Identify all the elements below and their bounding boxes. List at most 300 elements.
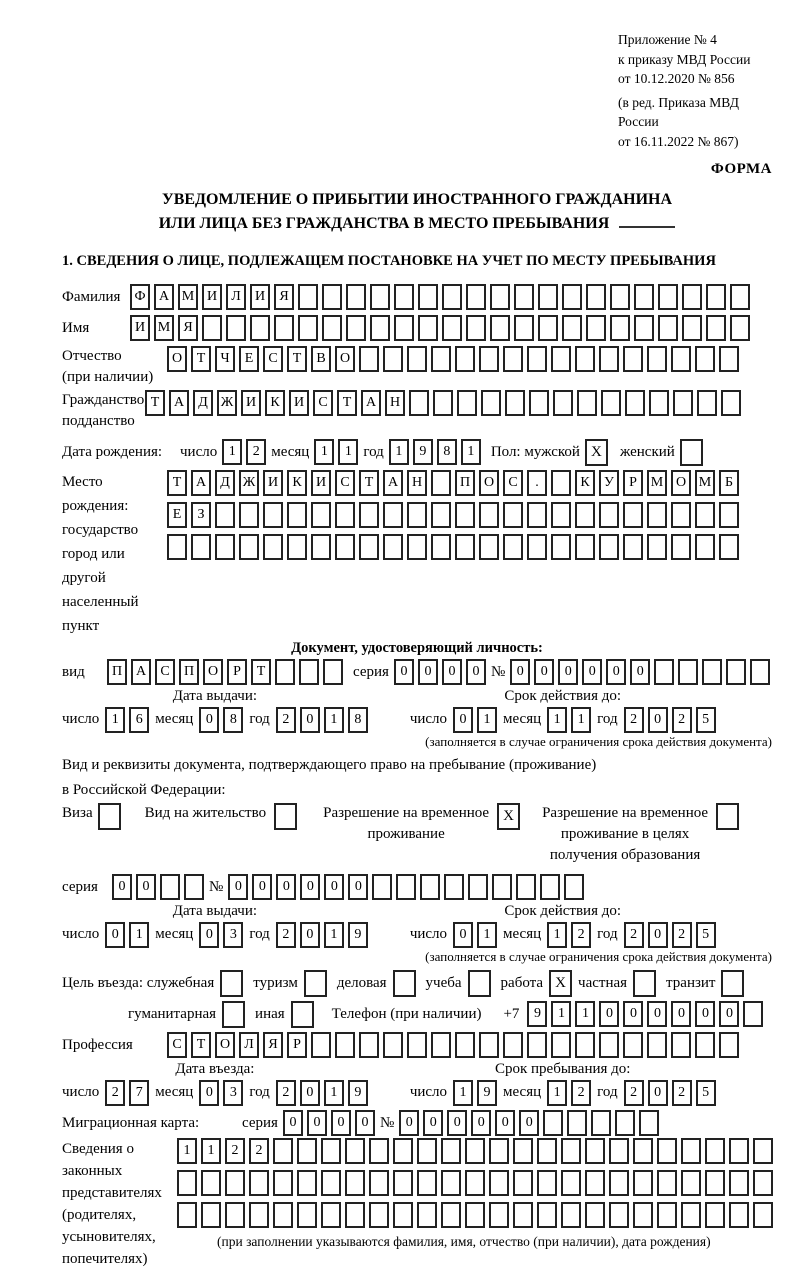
char-cell[interactable]: 9 <box>413 439 433 465</box>
char-cell[interactable] <box>273 1170 293 1196</box>
char-cell[interactable] <box>492 874 512 900</box>
char-cell[interactable]: 1 <box>324 1080 344 1106</box>
char-cell[interactable] <box>625 390 645 416</box>
char-cell[interactable]: Ф <box>130 284 150 310</box>
char-cell[interactable]: 0 <box>623 1001 643 1027</box>
char-cell[interactable]: 1 <box>477 922 497 948</box>
sex-male-checkbox[interactable]: X <box>585 439 608 466</box>
char-cell[interactable] <box>465 1138 485 1164</box>
char-cell[interactable]: 2 <box>249 1138 269 1164</box>
char-cell[interactable] <box>513 1202 533 1228</box>
purpose-tourism-checkbox[interactable] <box>304 970 327 997</box>
char-cell[interactable] <box>658 284 678 310</box>
char-cell[interactable] <box>537 1170 557 1196</box>
char-cell[interactable] <box>527 1032 547 1058</box>
char-cell[interactable]: 8 <box>437 439 457 465</box>
char-cell[interactable] <box>468 874 488 900</box>
char-cell[interactable]: 2 <box>624 922 644 948</box>
char-cell[interactable] <box>623 346 643 372</box>
char-cell[interactable] <box>681 1170 701 1196</box>
char-cell[interactable]: С <box>263 346 283 372</box>
char-cell[interactable]: Р <box>623 470 643 496</box>
char-cell[interactable] <box>431 534 451 560</box>
char-cell[interactable] <box>442 315 462 341</box>
char-cell[interactable]: 2 <box>672 922 692 948</box>
char-cell[interactable] <box>599 1032 619 1058</box>
char-cell[interactable] <box>585 1202 605 1228</box>
char-cell[interactable]: Я <box>178 315 198 341</box>
char-cell[interactable] <box>249 1170 269 1196</box>
char-cell[interactable]: 2 <box>571 1080 591 1106</box>
char-cell[interactable]: Д <box>215 470 235 496</box>
char-cell[interactable] <box>609 1202 629 1228</box>
char-cell[interactable] <box>346 284 366 310</box>
char-cell[interactable] <box>202 315 222 341</box>
char-cell[interactable] <box>383 502 403 528</box>
char-cell[interactable]: 0 <box>324 874 344 900</box>
char-cell[interactable] <box>706 315 726 341</box>
char-cell[interactable] <box>297 1202 317 1228</box>
char-cell[interactable]: 0 <box>466 659 486 685</box>
char-cell[interactable] <box>479 502 499 528</box>
char-cell[interactable]: Б <box>719 470 739 496</box>
char-cell[interactable] <box>538 315 558 341</box>
char-cell[interactable] <box>682 315 702 341</box>
char-cell[interactable] <box>551 502 571 528</box>
char-cell[interactable] <box>335 1032 355 1058</box>
char-cell[interactable] <box>730 315 750 341</box>
char-cell[interactable] <box>431 346 451 372</box>
char-cell[interactable] <box>750 659 770 685</box>
char-cell[interactable] <box>263 502 283 528</box>
char-cell[interactable]: 0 <box>453 707 473 733</box>
char-cell[interactable]: С <box>503 470 523 496</box>
char-cell[interactable] <box>671 534 691 560</box>
char-cell[interactable] <box>671 502 691 528</box>
char-cell[interactable] <box>551 1032 571 1058</box>
char-cell[interactable] <box>215 502 235 528</box>
char-cell[interactable] <box>657 1138 677 1164</box>
char-cell[interactable] <box>323 659 343 685</box>
char-cell[interactable] <box>297 1170 317 1196</box>
char-cell[interactable] <box>321 1170 341 1196</box>
char-cell[interactable]: 0 <box>283 1110 303 1136</box>
char-cell[interactable]: И <box>250 284 270 310</box>
char-cell[interactable]: 0 <box>105 922 125 948</box>
char-cell[interactable] <box>564 874 584 900</box>
char-cell[interactable]: Е <box>239 346 259 372</box>
char-cell[interactable] <box>529 390 549 416</box>
char-cell[interactable] <box>753 1170 773 1196</box>
char-cell[interactable] <box>273 1138 293 1164</box>
char-cell[interactable]: 0 <box>453 922 473 948</box>
char-cell[interactable] <box>184 874 204 900</box>
char-cell[interactable]: А <box>383 470 403 496</box>
char-cell[interactable]: А <box>361 390 381 416</box>
char-cell[interactable]: 1 <box>547 922 567 948</box>
char-cell[interactable] <box>743 1001 763 1027</box>
char-cell[interactable]: 0 <box>519 1110 539 1136</box>
char-cell[interactable]: 0 <box>671 1001 691 1027</box>
char-cell[interactable]: 0 <box>399 1110 419 1136</box>
char-cell[interactable]: 1 <box>477 707 497 733</box>
char-cell[interactable]: 2 <box>571 922 591 948</box>
char-cell[interactable] <box>729 1202 749 1228</box>
char-cell[interactable] <box>513 1138 533 1164</box>
char-cell[interactable] <box>479 534 499 560</box>
char-cell[interactable]: 0 <box>199 922 219 948</box>
char-cell[interactable] <box>346 315 366 341</box>
char-cell[interactable] <box>370 315 390 341</box>
char-cell[interactable] <box>610 284 630 310</box>
char-cell[interactable]: Р <box>227 659 247 685</box>
char-cell[interactable]: 1 <box>389 439 409 465</box>
char-cell[interactable] <box>396 874 416 900</box>
char-cell[interactable] <box>479 346 499 372</box>
char-cell[interactable]: Ч <box>215 346 235 372</box>
char-cell[interactable]: 2 <box>276 1080 296 1106</box>
char-cell[interactable]: А <box>154 284 174 310</box>
char-cell[interactable]: А <box>169 390 189 416</box>
char-cell[interactable] <box>609 1138 629 1164</box>
char-cell[interactable]: 0 <box>647 1001 667 1027</box>
char-cell[interactable]: 0 <box>648 922 668 948</box>
char-cell[interactable]: 0 <box>252 874 272 900</box>
char-cell[interactable] <box>250 315 270 341</box>
char-cell[interactable]: 0 <box>695 1001 715 1027</box>
char-cell[interactable] <box>599 534 619 560</box>
char-cell[interactable]: 0 <box>228 874 248 900</box>
char-cell[interactable] <box>457 390 477 416</box>
char-cell[interactable]: 2 <box>624 707 644 733</box>
char-cell[interactable]: М <box>154 315 174 341</box>
char-cell[interactable] <box>417 1202 437 1228</box>
char-cell[interactable] <box>335 502 355 528</box>
char-cell[interactable]: 1 <box>129 922 149 948</box>
char-cell[interactable]: О <box>203 659 223 685</box>
char-cell[interactable]: 1 <box>177 1138 197 1164</box>
char-cell[interactable] <box>705 1170 725 1196</box>
char-cell[interactable]: Р <box>287 1032 307 1058</box>
char-cell[interactable] <box>753 1202 773 1228</box>
char-cell[interactable] <box>623 502 643 528</box>
char-cell[interactable] <box>671 346 691 372</box>
char-cell[interactable]: 0 <box>423 1110 443 1136</box>
char-cell[interactable] <box>481 390 501 416</box>
char-cell[interactable]: М <box>695 470 715 496</box>
char-cell[interactable]: В <box>311 346 331 372</box>
char-cell[interactable] <box>489 1170 509 1196</box>
char-cell[interactable] <box>695 1032 715 1058</box>
char-cell[interactable]: 0 <box>300 707 320 733</box>
char-cell[interactable] <box>322 284 342 310</box>
char-cell[interactable] <box>575 502 595 528</box>
char-cell[interactable]: 0 <box>276 874 296 900</box>
char-cell[interactable] <box>420 874 440 900</box>
char-cell[interactable]: И <box>311 470 331 496</box>
char-cell[interactable]: 5 <box>696 922 716 948</box>
char-cell[interactable] <box>479 1032 499 1058</box>
char-cell[interactable] <box>514 315 534 341</box>
char-cell[interactable]: О <box>167 346 187 372</box>
char-cell[interactable] <box>239 502 259 528</box>
char-cell[interactable]: 1 <box>547 707 567 733</box>
char-cell[interactable] <box>263 534 283 560</box>
char-cell[interactable] <box>678 659 698 685</box>
sex-female-checkbox[interactable] <box>680 439 703 466</box>
char-cell[interactable] <box>671 1032 691 1058</box>
char-cell[interactable] <box>299 659 319 685</box>
char-cell[interactable] <box>719 1032 739 1058</box>
char-cell[interactable] <box>503 534 523 560</box>
char-cell[interactable]: 2 <box>276 922 296 948</box>
char-cell[interactable]: У <box>599 470 619 496</box>
purpose-business-checkbox[interactable] <box>393 970 416 997</box>
char-cell[interactable] <box>407 534 427 560</box>
char-cell[interactable]: 1 <box>338 439 358 465</box>
char-cell[interactable] <box>647 346 667 372</box>
char-cell[interactable] <box>418 284 438 310</box>
char-cell[interactable] <box>633 1138 653 1164</box>
char-cell[interactable]: 0 <box>648 1080 668 1106</box>
purpose-study-checkbox[interactable] <box>468 970 491 997</box>
char-cell[interactable]: О <box>335 346 355 372</box>
char-cell[interactable]: 0 <box>599 1001 619 1027</box>
char-cell[interactable] <box>505 390 525 416</box>
char-cell[interactable]: 7 <box>129 1080 149 1106</box>
char-cell[interactable] <box>561 1202 581 1228</box>
char-cell[interactable]: 0 <box>300 922 320 948</box>
char-cell[interactable] <box>465 1170 485 1196</box>
char-cell[interactable] <box>369 1170 389 1196</box>
char-cell[interactable] <box>575 1032 595 1058</box>
char-cell[interactable] <box>369 1202 389 1228</box>
char-cell[interactable] <box>586 284 606 310</box>
char-cell[interactable]: 9 <box>348 922 368 948</box>
char-cell[interactable] <box>561 1170 581 1196</box>
char-cell[interactable] <box>442 284 462 310</box>
char-cell[interactable] <box>287 502 307 528</box>
char-cell[interactable]: 0 <box>355 1110 375 1136</box>
char-cell[interactable]: 2 <box>624 1080 644 1106</box>
char-cell[interactable] <box>191 534 211 560</box>
char-cell[interactable] <box>298 284 318 310</box>
char-cell[interactable] <box>455 1032 475 1058</box>
char-cell[interactable] <box>394 284 414 310</box>
char-cell[interactable]: 1 <box>105 707 125 733</box>
purpose-private-checkbox[interactable] <box>633 970 656 997</box>
char-cell[interactable] <box>297 1138 317 1164</box>
char-cell[interactable]: 1 <box>201 1138 221 1164</box>
char-cell[interactable] <box>359 346 379 372</box>
char-cell[interactable] <box>633 1202 653 1228</box>
char-cell[interactable] <box>431 470 451 496</box>
char-cell[interactable] <box>369 1138 389 1164</box>
char-cell[interactable]: 0 <box>348 874 368 900</box>
char-cell[interactable]: С <box>313 390 333 416</box>
char-cell[interactable] <box>418 315 438 341</box>
char-cell[interactable] <box>585 1170 605 1196</box>
char-cell[interactable]: 1 <box>324 922 344 948</box>
char-cell[interactable] <box>721 390 741 416</box>
char-cell[interactable]: 1 <box>314 439 334 465</box>
char-cell[interactable] <box>719 502 739 528</box>
char-cell[interactable] <box>562 315 582 341</box>
char-cell[interactable]: 0 <box>471 1110 491 1136</box>
char-cell[interactable] <box>647 1032 667 1058</box>
char-cell[interactable] <box>372 874 392 900</box>
char-cell[interactable] <box>239 534 259 560</box>
char-cell[interactable] <box>409 390 429 416</box>
char-cell[interactable]: 0 <box>630 659 650 685</box>
char-cell[interactable]: 1 <box>222 439 242 465</box>
char-cell[interactable] <box>705 1138 725 1164</box>
char-cell[interactable]: О <box>479 470 499 496</box>
char-cell[interactable] <box>527 346 547 372</box>
char-cell[interactable]: 0 <box>442 659 462 685</box>
char-cell[interactable] <box>649 390 669 416</box>
char-cell[interactable] <box>225 1170 245 1196</box>
char-cell[interactable] <box>551 534 571 560</box>
char-cell[interactable] <box>514 284 534 310</box>
char-cell[interactable]: П <box>179 659 199 685</box>
char-cell[interactable] <box>417 1170 437 1196</box>
char-cell[interactable] <box>393 1170 413 1196</box>
char-cell[interactable] <box>393 1138 413 1164</box>
char-cell[interactable] <box>681 1202 701 1228</box>
char-cell[interactable] <box>537 1202 557 1228</box>
char-cell[interactable] <box>585 1138 605 1164</box>
char-cell[interactable] <box>567 1110 587 1136</box>
char-cell[interactable]: З <box>191 502 211 528</box>
char-cell[interactable]: 0 <box>331 1110 351 1136</box>
char-cell[interactable] <box>697 390 717 416</box>
char-cell[interactable] <box>455 502 475 528</box>
char-cell[interactable] <box>441 1170 461 1196</box>
char-cell[interactable]: 2 <box>276 707 296 733</box>
char-cell[interactable] <box>455 346 475 372</box>
char-cell[interactable] <box>639 1110 659 1136</box>
char-cell[interactable] <box>226 315 246 341</box>
char-cell[interactable]: И <box>130 315 150 341</box>
char-cell[interactable] <box>705 1202 725 1228</box>
char-cell[interactable] <box>287 534 307 560</box>
char-cell[interactable]: 1 <box>453 1080 473 1106</box>
char-cell[interactable] <box>537 1138 557 1164</box>
char-cell[interactable] <box>441 1138 461 1164</box>
char-cell[interactable]: 0 <box>510 659 530 685</box>
char-cell[interactable]: 0 <box>136 874 156 900</box>
char-cell[interactable]: Е <box>167 502 187 528</box>
char-cell[interactable]: 0 <box>558 659 578 685</box>
char-cell[interactable] <box>321 1202 341 1228</box>
char-cell[interactable] <box>465 1202 485 1228</box>
char-cell[interactable]: 0 <box>199 1080 219 1106</box>
char-cell[interactable]: . <box>527 470 547 496</box>
char-cell[interactable] <box>623 534 643 560</box>
char-cell[interactable]: 1 <box>575 1001 595 1027</box>
char-cell[interactable] <box>599 346 619 372</box>
char-cell[interactable]: 0 <box>582 659 602 685</box>
char-cell[interactable] <box>673 390 693 416</box>
char-cell[interactable]: А <box>191 470 211 496</box>
edu-permit-checkbox[interactable] <box>716 803 739 830</box>
char-cell[interactable] <box>538 284 558 310</box>
char-cell[interactable] <box>540 874 560 900</box>
temp-permit-checkbox[interactable]: X <box>497 803 520 830</box>
char-cell[interactable]: 2 <box>105 1080 125 1106</box>
char-cell[interactable] <box>695 346 715 372</box>
char-cell[interactable]: 1 <box>547 1080 567 1106</box>
char-cell[interactable] <box>513 1170 533 1196</box>
char-cell[interactable] <box>634 315 654 341</box>
char-cell[interactable] <box>249 1202 269 1228</box>
char-cell[interactable]: К <box>265 390 285 416</box>
char-cell[interactable] <box>695 534 715 560</box>
char-cell[interactable] <box>516 874 536 900</box>
char-cell[interactable] <box>706 284 726 310</box>
char-cell[interactable]: 9 <box>348 1080 368 1106</box>
visa-checkbox[interactable] <box>98 803 121 830</box>
char-cell[interactable] <box>575 346 595 372</box>
char-cell[interactable] <box>551 346 571 372</box>
char-cell[interactable]: И <box>202 284 222 310</box>
char-cell[interactable]: 1 <box>324 707 344 733</box>
char-cell[interactable]: 0 <box>300 874 320 900</box>
char-cell[interactable] <box>647 502 667 528</box>
char-cell[interactable]: Л <box>239 1032 259 1058</box>
char-cell[interactable] <box>167 534 187 560</box>
char-cell[interactable]: 9 <box>477 1080 497 1106</box>
char-cell[interactable] <box>657 1202 677 1228</box>
char-cell[interactable]: 0 <box>534 659 554 685</box>
char-cell[interactable]: Т <box>191 1032 211 1058</box>
char-cell[interactable]: Т <box>337 390 357 416</box>
char-cell[interactable]: 0 <box>418 659 438 685</box>
char-cell[interactable]: Т <box>359 470 379 496</box>
char-cell[interactable] <box>543 1110 563 1136</box>
char-cell[interactable] <box>383 346 403 372</box>
char-cell[interactable]: Д <box>193 390 213 416</box>
char-cell[interactable] <box>201 1202 221 1228</box>
char-cell[interactable] <box>417 1138 437 1164</box>
char-cell[interactable]: Н <box>407 470 427 496</box>
char-cell[interactable]: М <box>178 284 198 310</box>
char-cell[interactable]: Т <box>287 346 307 372</box>
char-cell[interactable] <box>274 315 294 341</box>
char-cell[interactable] <box>729 1138 749 1164</box>
char-cell[interactable]: 3 <box>223 922 243 948</box>
char-cell[interactable] <box>321 1138 341 1164</box>
char-cell[interactable] <box>609 1170 629 1196</box>
char-cell[interactable] <box>298 315 318 341</box>
char-cell[interactable] <box>490 315 510 341</box>
char-cell[interactable] <box>407 1032 427 1058</box>
char-cell[interactable] <box>393 1202 413 1228</box>
char-cell[interactable]: И <box>289 390 309 416</box>
purpose-official-checkbox[interactable] <box>220 970 243 997</box>
residence-permit-checkbox[interactable] <box>274 803 297 830</box>
char-cell[interactable]: 2 <box>672 1080 692 1106</box>
purpose-humanitarian-checkbox[interactable] <box>222 1001 245 1028</box>
char-cell[interactable]: 0 <box>648 707 668 733</box>
char-cell[interactable]: 1 <box>571 707 591 733</box>
char-cell[interactable] <box>441 1202 461 1228</box>
char-cell[interactable]: И <box>241 390 261 416</box>
char-cell[interactable] <box>753 1138 773 1164</box>
char-cell[interactable] <box>553 390 573 416</box>
char-cell[interactable] <box>615 1110 635 1136</box>
